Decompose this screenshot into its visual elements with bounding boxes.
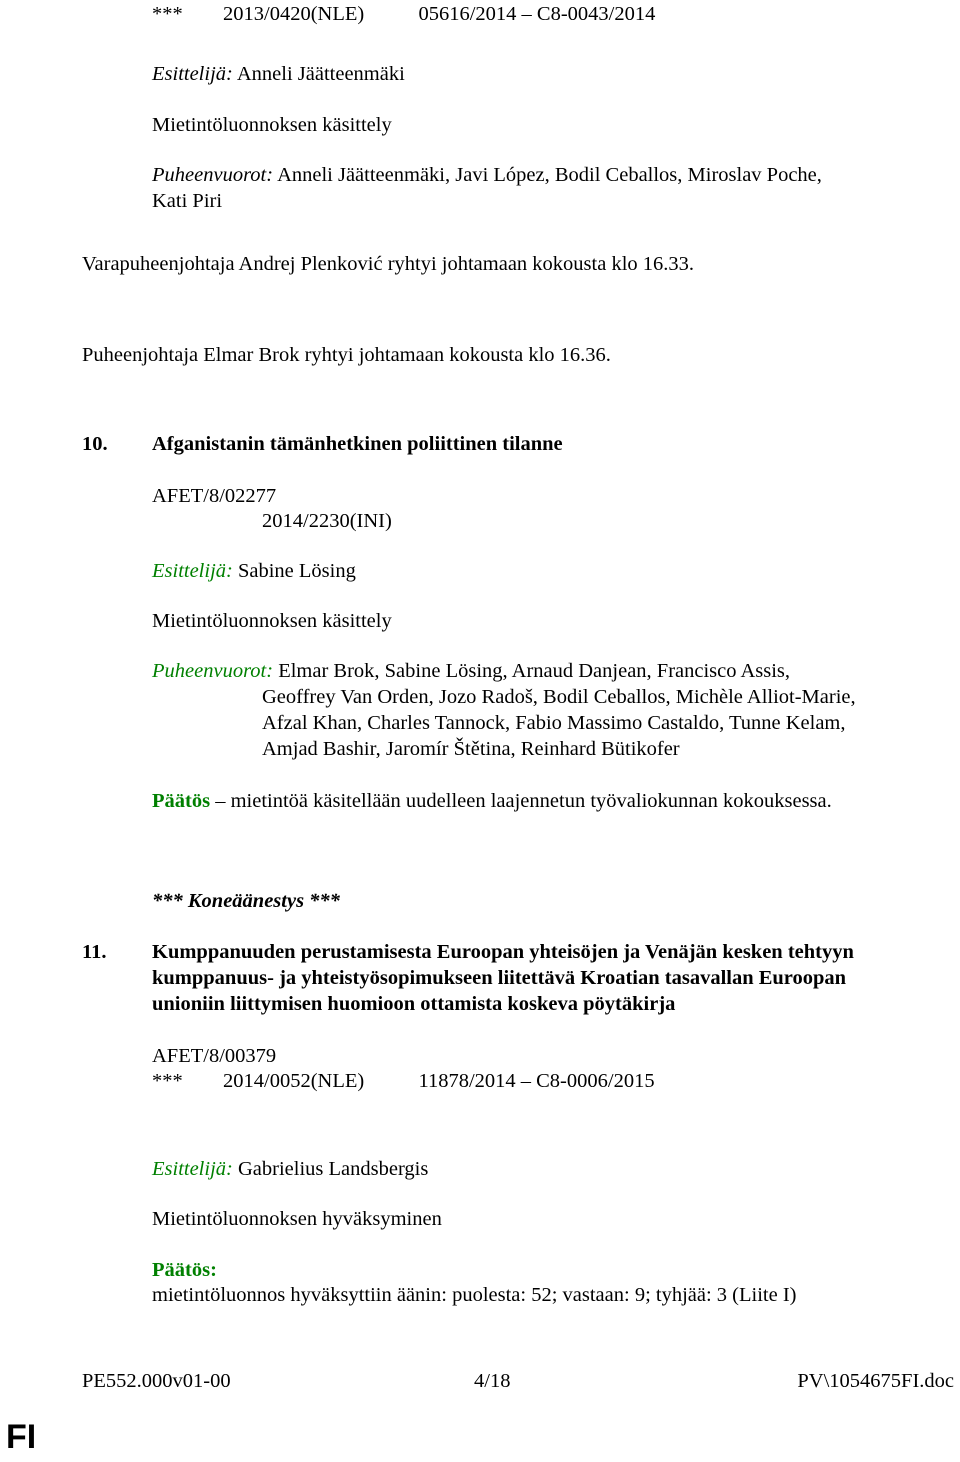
rapporteur-label: Esittelijä: — [152, 560, 233, 582]
rapporteur-name: Anneli Jäätteenmäki — [236, 63, 405, 85]
item-11-rapporteur — [152, 1159, 428, 1180]
item-11-title-line: kumppanuus- ja yhteistyösopimukseen liitettävä Kroatian tasavallan Euroopan — [152, 967, 847, 989]
footer-lang: FI — [6, 1418, 37, 1456]
item-number: 11. — [82, 941, 107, 963]
footer-right: PV\1054675FI.doc — [797, 1370, 954, 1392]
speakers-prev-line2: Kati Piri — [152, 190, 223, 212]
item-10-decision — [152, 791, 832, 812]
item-11-decision-label: Päätös: — [152, 1259, 217, 1281]
speakers-text: Anneli Jäätteenmäki, Javi López, Bodil Ceballos, Miroslav Poche, — [277, 164, 822, 186]
chair-note: Puheenjohtaja Elmar Brok ryhtyi johtamaan kokousta klo 16.36. — [82, 344, 611, 366]
procedure-stars: *** — [152, 3, 183, 25]
rapporteur-name: Sabine Lösing — [237, 560, 356, 582]
speakers-text: Elmar Brok, Sabine Lösing, Arnaud Danjean, Francisco Assis, — [278, 660, 791, 682]
consideration-prev: Mietintöluonnoksen käsittely — [152, 114, 392, 136]
chair-note: Varapuheenjohtaja Andrej Plenković ryhtyi johtamaan kokousta klo 16.33. — [82, 253, 695, 275]
rapporteur-name: Gabrielius Landsbergis — [237, 1158, 429, 1180]
procedure-doc: 11878/2014 – C8-0006/2015 — [418, 1070, 655, 1092]
item-title: Afganistanin tämänhetkinen poliittinen tilanne — [152, 433, 563, 455]
item-11-title-line: unioniin liittymisen huomioon ottamista koskeva pöytäkirja — [152, 993, 676, 1015]
speakers-label: Puheenvuorot: — [152, 660, 274, 682]
item-10-consideration: Mietintöluonnoksen käsittely — [152, 610, 392, 632]
item-title: Kumppanuuden perustamisesta Euroopan yhteisöjen ja Venäjän kesken tehtyyn — [152, 941, 854, 963]
item-10-rapporteur — [152, 561, 356, 582]
item-10-procedure: 2014/2230(INI) — [262, 510, 392, 532]
item-11-procedure-line — [152, 1071, 655, 1092]
vote-heading: *** Koneäänestys *** — [152, 890, 340, 912]
item-11-heading — [82, 942, 854, 963]
rapporteur-label: Esittelijä: — [152, 1158, 233, 1180]
item-11-adoption: Mietintöluonnoksen hyväksyminen — [152, 1208, 442, 1230]
procedure-ref: 2013/0420(NLE) — [223, 3, 365, 25]
item-10-speakers-line: Afzal Khan, Charles Tannock, Fabio Massimo Castaldo, Tunne Kelam, — [262, 712, 846, 734]
item-10-heading — [82, 434, 563, 455]
rapporteur-label: Esittelijä: — [152, 63, 233, 85]
procedure-doc: 05616/2014 – C8-0043/2014 — [418, 3, 656, 25]
item-11-ref: AFET/8/00379 — [152, 1045, 277, 1067]
decision-text: – mietintöä käsitellään uudelleen laajennetun työvaliokunnan kokouksessa. — [215, 790, 832, 812]
item-10-speakers-line: Amjad Bashir, Jaromír Štětina, Reinhard Bütikofer — [262, 738, 680, 760]
procedure-line-prev — [152, 4, 655, 25]
footer-page: 4/18 — [474, 1370, 511, 1392]
footer-left: PE552.000v01-00 — [82, 1370, 231, 1392]
item-10-ref: AFET/8/02277 — [152, 485, 277, 507]
item-10-speakers-line: Geoffrey Van Orden, Jozo Radoš, Bodil Ceballos, Michèle Alliot-Marie, — [262, 686, 856, 708]
speakers-label: Puheenvuorot: — [152, 164, 274, 186]
rapporteur-prev — [152, 64, 405, 85]
item-11-decision-text: mietintöluonnos hyväksyttiin äänin: puolesta: 52; vastaan: 9; tyhjää: 3 (Liite I) — [152, 1284, 797, 1306]
decision-label: Päätös — [152, 790, 211, 812]
procedure-ref: 2014/0052(NLE) — [223, 1070, 365, 1092]
speakers-prev — [152, 165, 822, 186]
item-number: 10. — [82, 433, 108, 455]
procedure-stars: *** — [152, 1070, 183, 1092]
item-10-speakers — [152, 661, 790, 682]
